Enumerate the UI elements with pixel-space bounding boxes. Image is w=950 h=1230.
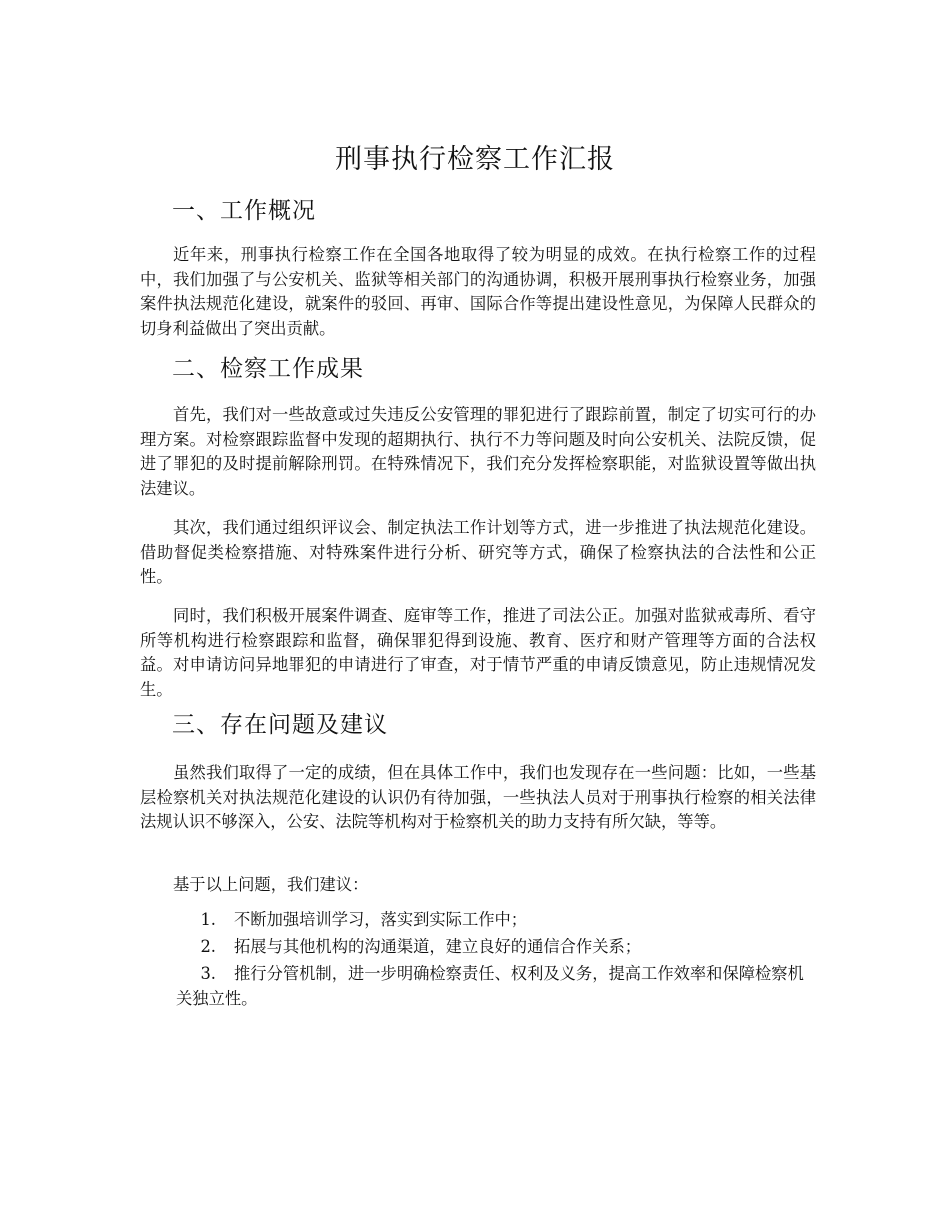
section-heading-issues: 三、存在问题及建议 xyxy=(172,712,388,738)
section-heading-overview: 一、工作概况 xyxy=(172,198,316,224)
document-title: 刑事执行检察工作汇报 xyxy=(335,144,615,175)
paragraph-suggestion-intro: 基于以上问题，我们建议： xyxy=(173,875,369,894)
list-item-text: 推行分管机制，进一步明确检察责任、权利及义务，提高工作效率和保障检察机关独立性。 xyxy=(176,964,804,1008)
list-item xyxy=(176,935,816,960)
paragraph-results-2: 其次，我们通过组织评议会、制定执法工作计划等方式，进一步推进了执法规范化建设。借助督促类检察措施、对特殊案件进行分析、研究等方式，确保了检察执法的合法性和公正性。 xyxy=(140,518,816,586)
paragraph-issues: 虽然我们取得了一定的成绩，但在具体工作中，我们也发现存在一些问题：比如，一些基层检察机关对执法规范化建设的认识仍有待加强，一些执法人员对于刑事执行检察的相关法律法规认识不够深入，公安、法院等机构对于检察机关的助力支持有所欠缺，等等。 xyxy=(140,763,816,831)
section-heading-results: 二、检察工作成果 xyxy=(172,356,364,382)
list-item xyxy=(176,908,816,933)
list-item-text: 不断加强培训学习，落实到实际工作中； xyxy=(234,910,528,929)
list-item-text: 拓展与其他机构的沟通渠道，建立良好的通信合作关系； xyxy=(234,937,642,956)
paragraph-overview: 近年来，刑事执行检察工作在全国各地取得了较为明显的成效。在执行检察工作的过程中，我们加强了与公安机关、监狱等相关部门的沟通协调，积极开展刑事执行检察业务，加强案件执法规范化建设，就案件的驳回、再审、国际合作等提出建设性意见，为保障人民群众的切身利益做出了突出贡献。 xyxy=(140,245,816,338)
list-item-number: 2. xyxy=(200,937,216,956)
list-item-number: 3. xyxy=(200,964,216,983)
paragraph-results-1: 首先，我们对一些故意或过失违反公安管理的罪犯进行了跟踪前置，制定了切实可行的办理方案。对检察跟踪监督中发现的超期执行、执行不力等问题及时向公安机关、法院反馈，促进了罪犯的及时提前解除刑罚。在特殊情况下，我们充分发挥检察职能，对监狱设置等做出执法建议。 xyxy=(140,405,816,498)
list-item-number: 1. xyxy=(200,910,216,929)
paragraph-results-3: 同时，我们积极开展案件调查、庭审等工作，推进了司法公正。加强对监狱戒毒所、看守所等机构进行检察跟踪和监督，确保罪犯得到设施、教育、医疗和财产管理等方面的合法权益。对申请访问异地罪犯的申请进行了审查，对于情节严重的申请反馈意见，防止违规情况发生。 xyxy=(140,606,816,699)
list-item xyxy=(176,962,816,1011)
